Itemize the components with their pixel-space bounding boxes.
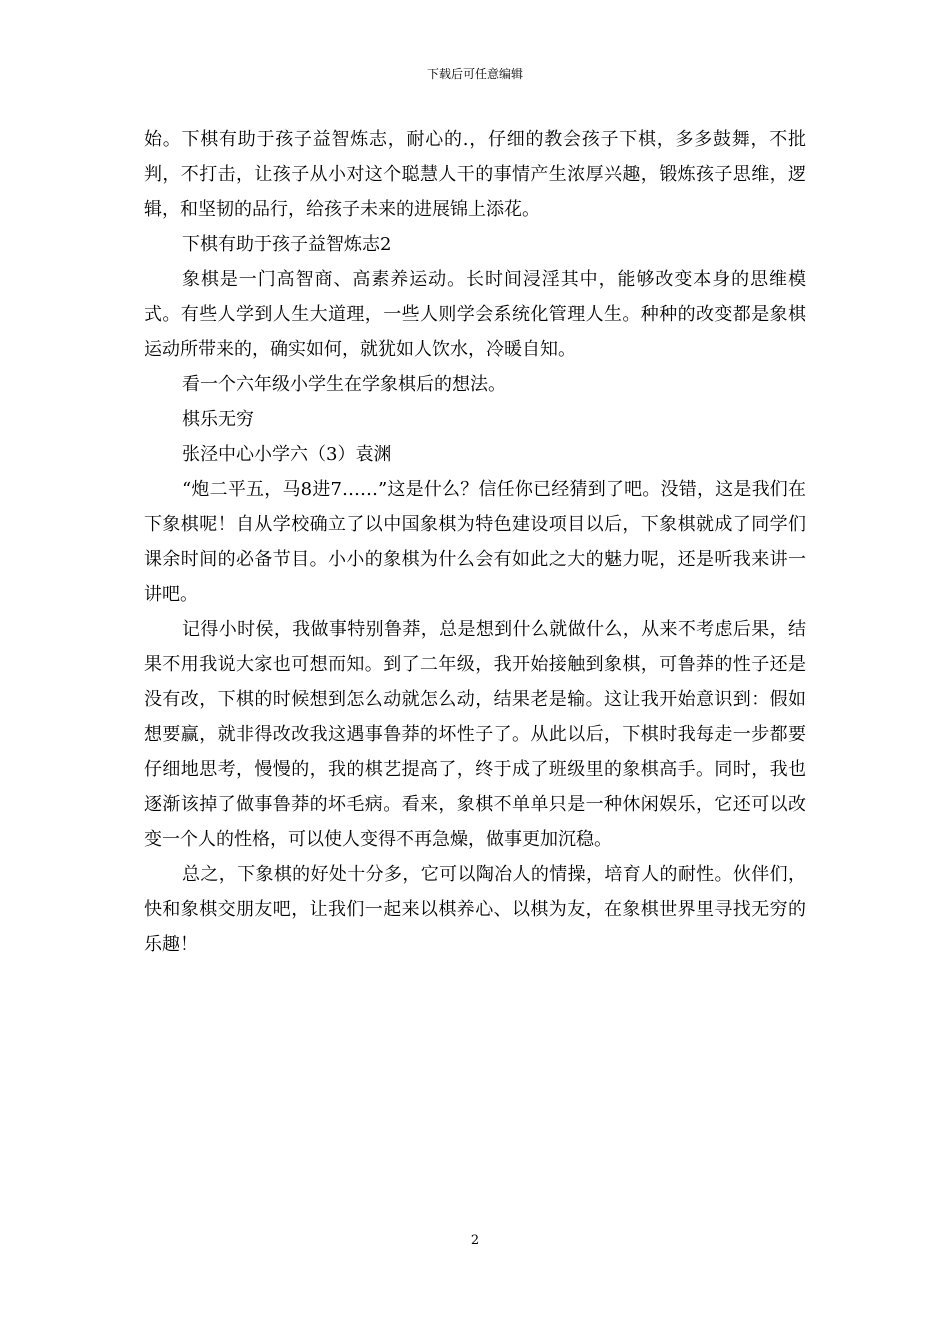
paragraph: 看一个六年级小学生在学象棋后的想法。 — [182, 374, 506, 395]
paragraph: 始。下棋有助于孩子益智炼志，耐心的.，仔细的教会孩子下棋，多多鼓舞，不批判，不打击，让孩子从小对这个聪慧人干的事情产生浓厚兴趣，锻炼孩子思维，逻辑，和坚韧的品行，给孩子未来的进展锦上添花。 — [144, 129, 806, 220]
page-header: 下载后可任意编辑 — [426, 67, 523, 81]
section-heading: 下棋有助于孩子益智炼志2 — [182, 234, 392, 255]
paragraph: “炮二平五，马8进7……”这是什么？信任你已经猜到了吧。没错，这是我们在下象棋呢！自从学校确立了以中国象棋为特色建设项目以后，下象棋就成了同学们课余时间的必备节目。小小的象棋为什么会有如此之大的魅力呢，还是听我来讲一讲吧。 — [144, 479, 806, 605]
page-number: 2 — [470, 1233, 480, 1248]
essay-author: 张泾中心小学六（3）袁渊 — [182, 444, 392, 465]
paragraph: 记得小时侯，我做事特别鲁莽，总是想到什么就做什么，从来不考虑后果，结果不用我说大家也可想而知。到了二年级，我开始接触到象棋，可鲁莽的性子还是没有改，下棋的时候想到怎么动就怎么动，结果老是输。这让我开始意识到：假如想要赢，就非得改改我这遇事鲁莽的坏性子了。从此以后，下棋时我每走一步都要仔细地思考，慢慢的，我的棋艺提高了，终于成了班级里的象棋高手。同时，我也逐渐该掉了做事鲁莽的坏毛病。看来，象棋不单单只是一种休闲娱乐，它还可以改变一个人的性格，可以使人变得不再急燥，做事更加沉稳。 — [144, 619, 806, 850]
paragraph: 总之，下象棋的好处十分多，它可以陶冶人的情操，培育人的耐性。伙伴们，快和象棋交朋友吧，让我们一起来以棋养心、以棋为友，在象棋世界里寻找无穷的乐趣！ — [144, 864, 806, 955]
paragraph: 象棋是一门高智商、高素养运动。长时间浸淫其中，能够改变本身的思维模式。有些人学到人生大道理，一些人则学会系统化管理人生。种种的改变都是象棋运动所带来的，确实如何，就犹如人饮水，冷暖自知。 — [144, 269, 806, 360]
essay-title: 棋乐无穷 — [182, 409, 254, 430]
document-body — [144, 122, 806, 962]
